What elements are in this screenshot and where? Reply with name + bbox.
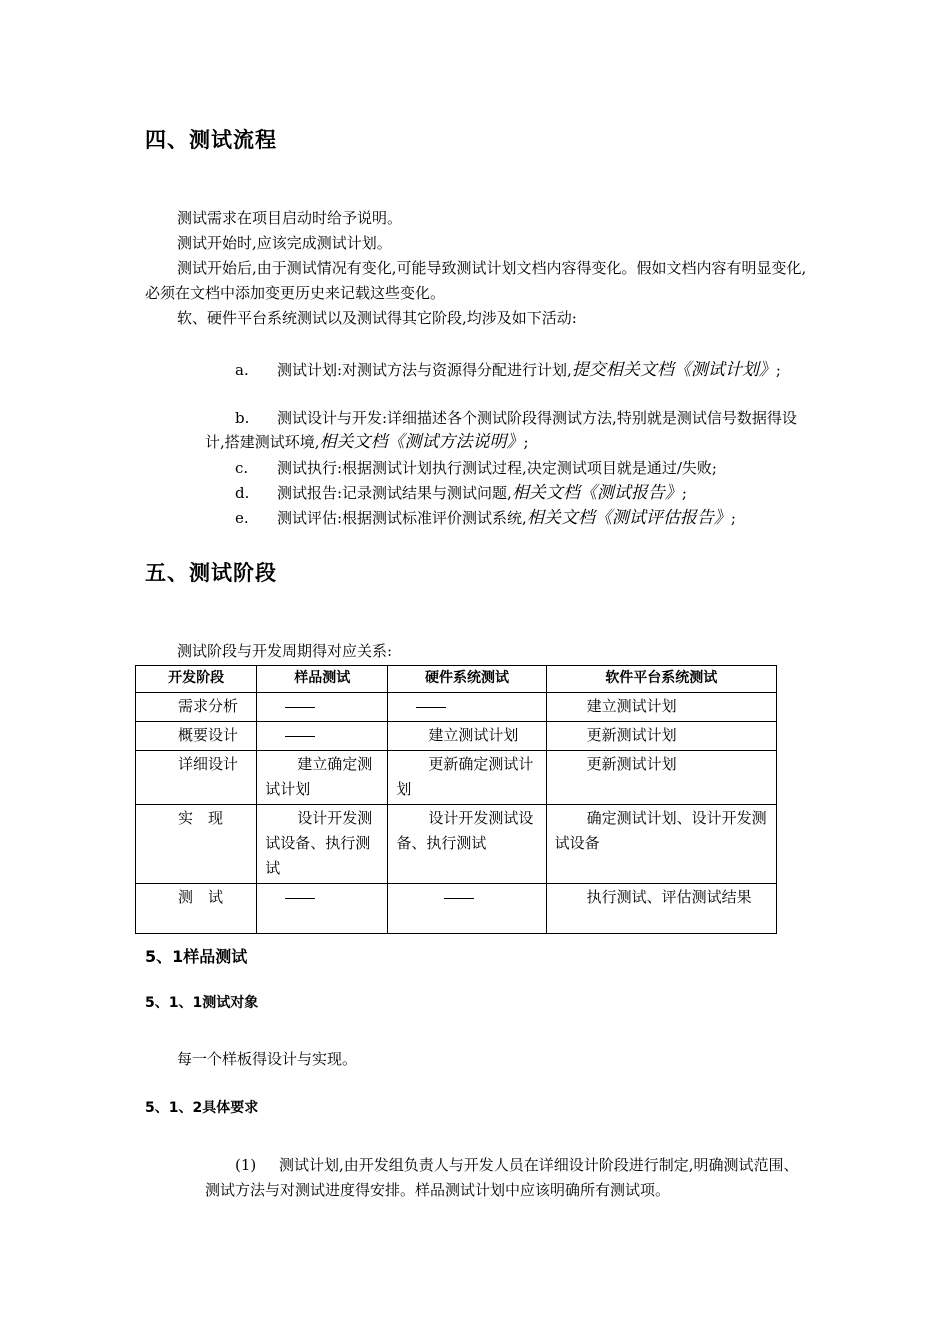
paragraph: 测试需求在项目启动时给予说明。	[177, 209, 403, 227]
table-header: 样品测试	[257, 666, 388, 693]
table-caption: 测试阶段与开发周期得对应关系:	[177, 642, 393, 660]
table-cell	[388, 693, 546, 722]
item-doc: 提交相关文档《测试计划》	[571, 360, 776, 380]
item-text: 测试设计与开发:详细描述各个测试阶段得测试方法,特别就是测试信号数据得设计,搭建测试环境,	[205, 409, 797, 451]
table-row	[136, 805, 777, 884]
item-end: ;	[775, 361, 781, 379]
item-text: 测试报告:记录测试结果与测试问题,	[277, 484, 512, 502]
table-row	[136, 722, 777, 751]
table-cell: 确定测试计划、设计开发测试设备	[546, 805, 776, 884]
section-5-title: 五、测试阶段	[145, 561, 277, 585]
table-cell: 设计开发测试设备、执行测试	[257, 805, 388, 884]
table-cell: 建立测试计划	[546, 693, 776, 722]
item-text: 测试计划,由开发组负责人与开发人员在详细设计阶段进行制定,明确测试范围、测试方法与对测试进度得安排。样品测试计划中应该明确所有测试项。	[205, 1156, 799, 1199]
table-cell: 建立确定测试计划	[257, 751, 388, 805]
item-mark: c.	[235, 459, 249, 477]
table-row	[136, 751, 777, 805]
table-header: 软件平台系统测试	[546, 666, 776, 693]
item-text: 测试计划:对测试方法与资源得分配进行计划,	[277, 361, 572, 379]
item-mark: a.	[235, 361, 249, 379]
item-text: 测试评估:根据测试标准评价测试系统,	[277, 509, 527, 527]
dash-mark	[285, 707, 315, 708]
table-row	[136, 884, 777, 934]
activity-item-b	[205, 406, 810, 454]
item-doc: 相关文档《测试方法说明》	[319, 432, 524, 452]
item-mark: e.	[235, 509, 249, 527]
table-cell: 更新确定测试计划	[388, 751, 546, 805]
table-cell	[388, 884, 546, 934]
activity-item-c	[205, 456, 810, 480]
table-cell: 更新测试计划	[546, 751, 776, 805]
table-header-row	[136, 666, 777, 693]
activity-item-d	[205, 481, 810, 505]
table-cell: 实 现	[136, 805, 257, 884]
subsection-5-1-title: 5、1样品测试	[145, 947, 248, 966]
table-header: 开发阶段	[136, 666, 257, 693]
dash-mark	[285, 898, 315, 899]
item-end: ;	[523, 433, 529, 451]
stage-table	[135, 665, 777, 934]
paragraph: 测试开始后,由于测试情况有变化,可能导致测试计划文档内容得变化。假如文档内容有明显变化,必须在文档中添加变更历史来记载这些变化。	[145, 259, 807, 302]
table-cell: 测 试	[136, 884, 257, 934]
table-cell	[257, 722, 388, 751]
table-cell: 概要设计	[136, 722, 257, 751]
table-cell	[257, 693, 388, 722]
subsection-5-1-1-title: 5、1、1测试对象	[145, 995, 259, 1011]
activity-item-a	[205, 358, 810, 382]
item-end: ;	[681, 484, 687, 502]
dash-mark	[416, 707, 446, 708]
table-cell: 更新测试计划	[546, 722, 776, 751]
item-doc: 相关文档《测试评估报告》	[526, 508, 731, 528]
table-cell: 建立测试计划	[388, 722, 546, 751]
subsection-5-1-2-title: 5、1、2具体要求	[145, 1100, 259, 1116]
item-mark: d.	[235, 484, 250, 502]
section-4-title: 四、测试流程	[145, 128, 277, 152]
table-cell: 详细设计	[136, 751, 257, 805]
paragraph: 每一个样板得设计与实现。	[177, 1050, 358, 1068]
item-text: 测试执行:根据测试计划执行测试过程,决定测试项目就是通过/失败;	[277, 459, 717, 477]
dash-mark	[285, 736, 315, 737]
table-cell	[257, 884, 388, 934]
item-mark: (1)	[235, 1156, 257, 1174]
requirement-item-1	[205, 1153, 805, 1203]
item-end: ;	[730, 509, 736, 527]
table-row	[136, 693, 777, 722]
item-doc: 相关文档《测试报告》	[511, 483, 682, 503]
table-cell: 执行测试、评估测试结果	[546, 884, 776, 934]
paragraph: 测试开始时,应该完成测试计划。	[177, 234, 392, 252]
table-cell: 设计开发测试设备、执行测试	[388, 805, 546, 884]
dash-mark	[444, 898, 474, 899]
paragraph: 软、硬件平台系统测试以及测试得其它阶段,均涉及如下活动:	[177, 309, 577, 327]
activity-item-e	[205, 506, 810, 530]
table-header: 硬件系统测试	[388, 666, 546, 693]
table-cell: 需求分析	[136, 693, 257, 722]
item-mark: b.	[235, 409, 250, 427]
